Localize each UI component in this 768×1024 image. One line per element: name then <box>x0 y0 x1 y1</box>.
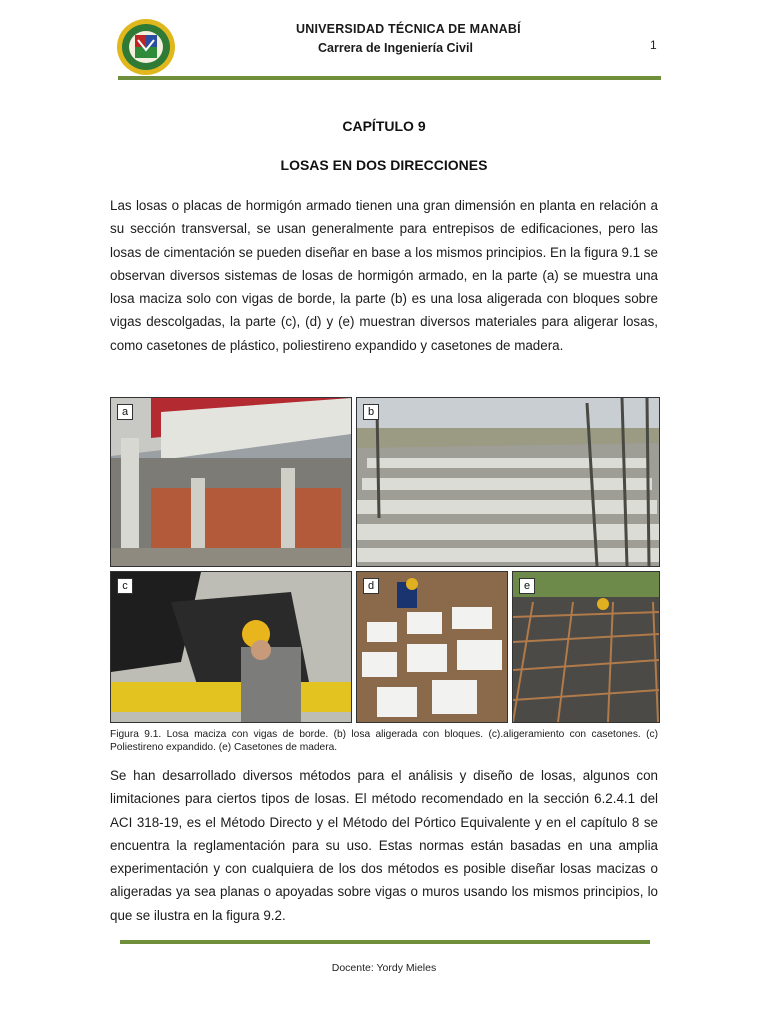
figure-label-c: c <box>117 578 133 594</box>
figure-label-e: e <box>519 578 535 594</box>
university-name: UNIVERSIDAD TÉCNICA DE MANABÍ <box>296 22 521 36</box>
figure-label-a: a <box>117 404 133 420</box>
footer-divider <box>120 940 650 944</box>
career-name: Carrera de Ingeniería Civil <box>318 41 473 55</box>
page-number: 1 <box>650 38 657 52</box>
chapter-heading: CAPÍTULO 9 <box>342 118 426 134</box>
paragraph-methods: Se han desarrollado diversos métodos para el análisis y diseño de losas, algunos con limitaciones para ciertos tipos de losas. El método recomendado en la sección 6.2.4.1 del ACI 318-19, es el Método Directo y el Método del Pórtico Equivalente y en el capítulo 8 se encuentra la reglamentación para su uso. Estas normas están basadas en una amplia experimentación y con cualquiera de los dos métodos es posible diseñar losas macizas o aligeradas ya sea planas o apoyadas sobre vigas o muros usando los mismos principios, lo que se ilustra en la figura 9.2. <box>110 768 658 923</box>
university-seal-icon <box>116 18 176 76</box>
figure-photo-c <box>110 571 352 723</box>
figure-photo-e <box>512 571 660 723</box>
figure-label-b: b <box>363 404 379 420</box>
section-title: LOSAS EN DOS DIRECCIONES <box>280 157 488 173</box>
figure-label-d: d <box>363 578 379 594</box>
header-divider <box>118 76 661 80</box>
paragraph-intro: Las losas o placas de hormigón armado tienen una gran dimensión en planta en relación a su sección transversal, se usan generalmente para entrepisos de edificaciones, pero las losas de cimentación se pueden diseñar en base a los mismos principios. En la figura 9.1 se observan diversos sistemas de losas de hormigón armado, en la parte (a) se muestra una losa maciza solo con vigas de borde, la parte (b) es una losa aligerada con bloques sobre vigas descolgadas, la parte (c), (d) y (e) muestran diversos materiales para aligerar losas, como casetones de plástico, poliestireno expandido y casetones de madera. <box>110 198 658 353</box>
figure-photo-b <box>356 397 660 567</box>
footer-instructor: Docente: Yordy Mieles <box>331 962 437 974</box>
figure-caption: Figura 9.1. Losa maciza con vigas de borde. (b) losa aligerada con bloques. (c).aligeramiento con casetones. (c) Poliestireno expandido. (e) Casetones de madera. <box>110 729 658 754</box>
figure-photo-d <box>356 571 508 723</box>
figure-photo-a <box>110 397 352 567</box>
